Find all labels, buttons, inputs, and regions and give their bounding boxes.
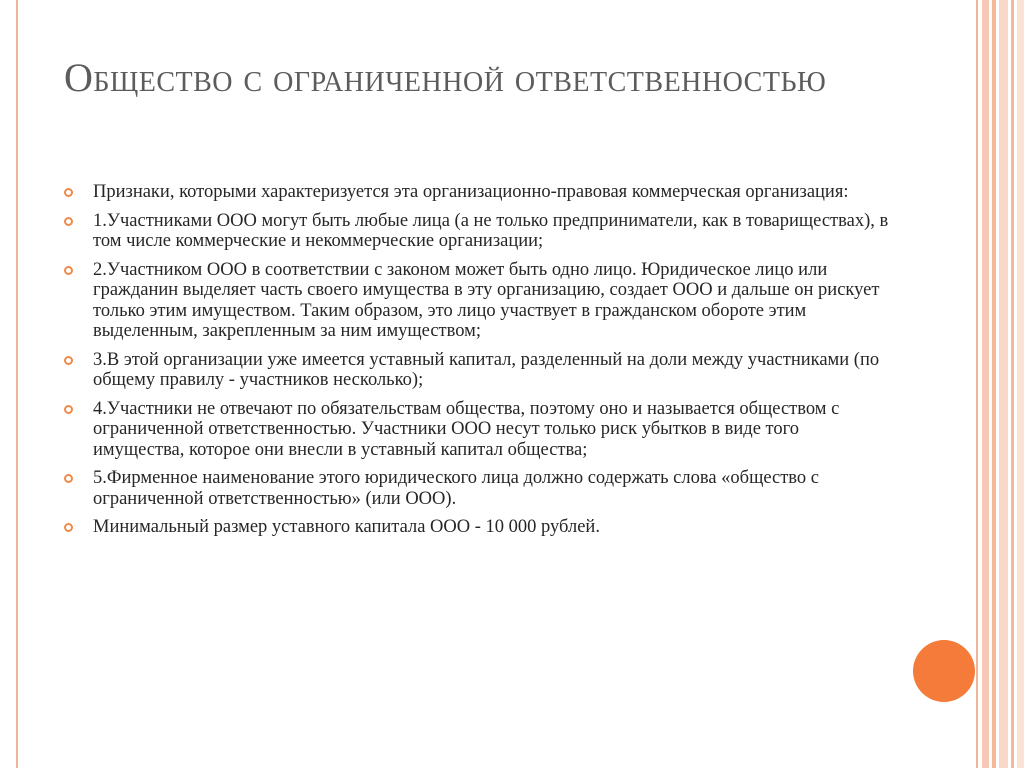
bullet-ring-icon xyxy=(64,188,73,197)
decorative-stripe xyxy=(1017,0,1024,768)
list-item-text: 4.Участники не отвечают по обязательствам общества, поэтому оно и называется обществом с ограниченной ответственностью. Участники ООО несут только риск убытков в виде того имущества, которое они внесли в уставный капитал общества; xyxy=(93,398,840,460)
bullet-ring-icon xyxy=(64,474,73,483)
bullet-ring-icon xyxy=(64,523,73,532)
list-item-text: Минимальный размер уставного капитала ООО - 10 000 рублей. xyxy=(93,517,600,537)
decorative-stripe xyxy=(982,0,989,768)
list-item xyxy=(64,517,894,538)
list-item xyxy=(64,350,894,391)
decorative-stripe xyxy=(992,0,996,768)
decorative-circle xyxy=(913,640,975,702)
decorative-stripe xyxy=(999,0,1008,768)
list-item-text: 3.В этой организации уже имеется уставный капитал, разделенный на доли между участниками (по общему правилу - участников несколько); xyxy=(93,349,880,390)
list-item-text: 5.Фирменное наименование этого юридического лица должно содержать слова «общество с ограниченной ответственностью» (или ООО). xyxy=(93,468,819,509)
bullet-ring-icon xyxy=(64,356,73,365)
bullet-ring-icon xyxy=(64,266,73,275)
bullet-ring-icon xyxy=(64,405,73,414)
decorative-stripe xyxy=(1011,0,1014,768)
list-item xyxy=(64,468,894,509)
list-item-text: 2.Участником ООО в соответствии с законом может быть одно лицо. Юридическое лицо или гражданин выделяет часть своего имущества в эту организацию, создает ООО и дальше он рискует только этим имуществом. Таким образом, это лицо участвует в гражданском обороте этим выделенным, закрепленным за ним имуществом; xyxy=(93,259,880,341)
list-item-text: Признаки, которыми характеризуется эта организационно-правовая коммерческая организация: xyxy=(93,182,849,202)
bullet-ring-icon xyxy=(64,217,73,226)
list-item xyxy=(64,260,894,342)
slide-title: Общество с ограниченной ответственностью xyxy=(64,55,827,100)
list-item-text: 1.Участниками ООО могут быть любые лица (а не только предприниматели, как в товариществах), в том числе коммерческие и некоммерческие организации; xyxy=(93,210,889,251)
bullet-list xyxy=(64,182,894,546)
list-item xyxy=(64,399,894,461)
list-item xyxy=(64,182,894,203)
list-item xyxy=(64,211,894,252)
